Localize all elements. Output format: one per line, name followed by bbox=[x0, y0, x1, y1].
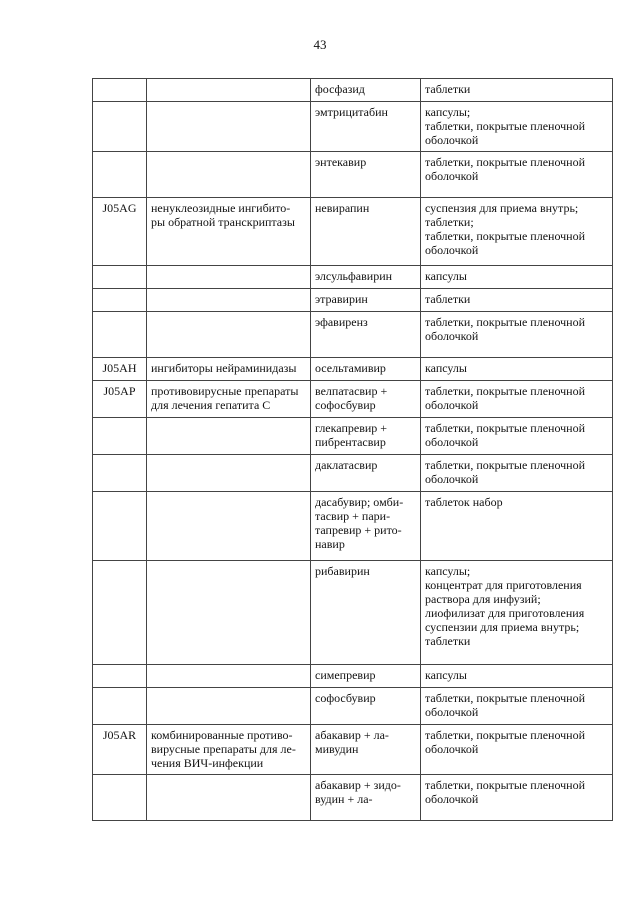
forms-line: таблетки, покрытые пленочной bbox=[425, 119, 586, 133]
drug-name-cell bbox=[311, 312, 421, 358]
forms-line: оболочкой bbox=[425, 133, 479, 147]
dosage-form-cell bbox=[421, 725, 613, 775]
group-name-cell bbox=[147, 79, 311, 102]
drug-line: невирапин bbox=[315, 201, 370, 215]
table-row bbox=[93, 381, 613, 418]
drug-name-cell bbox=[311, 775, 421, 821]
drug-line: осельтамивир bbox=[315, 361, 386, 375]
dosage-form-cell bbox=[421, 492, 613, 561]
drug-line: абакавир + зидо- bbox=[315, 778, 401, 792]
forms-line: оболочкой bbox=[425, 435, 479, 449]
drug-name-cell bbox=[311, 198, 421, 266]
atc-code-cell bbox=[93, 455, 147, 492]
group-line: ненуклеозидные ингибито- bbox=[151, 201, 291, 215]
table-row bbox=[93, 688, 613, 725]
forms-line: суспензии для приема внутрь; bbox=[425, 620, 580, 634]
group-name-cell bbox=[147, 198, 311, 266]
group-name-cell bbox=[147, 688, 311, 725]
forms-line: оболочкой bbox=[425, 243, 479, 257]
drug-line: эмтрицитабин bbox=[315, 105, 388, 119]
forms-line: оболочкой bbox=[425, 329, 479, 343]
forms-line: капсулы bbox=[425, 668, 467, 682]
drug-name-cell bbox=[311, 688, 421, 725]
table-row bbox=[93, 418, 613, 455]
dosage-form-cell bbox=[421, 688, 613, 725]
table-row bbox=[93, 775, 613, 821]
forms-line: оболочкой bbox=[425, 742, 479, 756]
forms-line: таблетки, покрытые пленочной bbox=[425, 458, 586, 472]
dosage-form-cell bbox=[421, 266, 613, 289]
drug-line: даклатасвир bbox=[315, 458, 378, 472]
group-name-cell bbox=[147, 725, 311, 775]
table-row bbox=[93, 455, 613, 492]
drug-name-cell bbox=[311, 102, 421, 152]
table-body bbox=[93, 79, 613, 821]
drug-line: рибавирин bbox=[315, 564, 370, 578]
group-line: чения ВИЧ-инфекции bbox=[151, 756, 264, 770]
drug-name-cell bbox=[311, 665, 421, 688]
table-row bbox=[93, 289, 613, 312]
forms-line: таблетки bbox=[425, 82, 471, 96]
atc-code-cell bbox=[93, 102, 147, 152]
table-row bbox=[93, 665, 613, 688]
table-row bbox=[93, 492, 613, 561]
dosage-form-cell bbox=[421, 79, 613, 102]
forms-line: капсулы bbox=[425, 361, 467, 375]
table-row bbox=[93, 79, 613, 102]
drug-name-cell bbox=[311, 455, 421, 492]
drug-line: тапревир + рито- bbox=[315, 523, 402, 537]
group-name-cell bbox=[147, 381, 311, 418]
drug-line: дасабувир; омби- bbox=[315, 495, 404, 509]
atc-code-cell bbox=[93, 312, 147, 358]
table-row bbox=[93, 561, 613, 665]
drug-name-cell bbox=[311, 79, 421, 102]
drug-name-cell bbox=[311, 266, 421, 289]
forms-line: таблетки, покрытые пленочной bbox=[425, 229, 586, 243]
drug-line: мивудин bbox=[315, 742, 359, 756]
group-name-cell bbox=[147, 312, 311, 358]
atc-code-cell bbox=[93, 79, 147, 102]
group-line: для лечения гепатита С bbox=[151, 398, 271, 412]
forms-line: капсулы; bbox=[425, 564, 471, 578]
forms-line: раствора для инфузий; bbox=[425, 592, 541, 606]
table-row bbox=[93, 102, 613, 152]
drug-name-cell bbox=[311, 418, 421, 455]
dosage-form-cell bbox=[421, 561, 613, 665]
forms-line: таблетки bbox=[425, 292, 471, 306]
dosage-form-cell bbox=[421, 358, 613, 381]
group-line: вирусные препараты для ле- bbox=[151, 742, 296, 756]
drug-line: софосбувир bbox=[315, 398, 376, 412]
dosage-form-cell bbox=[421, 312, 613, 358]
atc-code-cell bbox=[93, 688, 147, 725]
group-name-cell bbox=[147, 775, 311, 821]
drug-table bbox=[92, 78, 613, 821]
drug-line: этравирин bbox=[315, 292, 368, 306]
forms-line: таблетки, покрытые пленочной bbox=[425, 384, 586, 398]
drug-line: тасвир + пари- bbox=[315, 509, 391, 523]
drug-line: велпатасвир + bbox=[315, 384, 388, 398]
drug-name-cell bbox=[311, 381, 421, 418]
drug-line: симепревир bbox=[315, 668, 376, 682]
group-name-cell bbox=[147, 152, 311, 198]
atc-code-cell: J05AR bbox=[93, 725, 147, 775]
group-line: ры обратной транскриптазы bbox=[151, 215, 295, 229]
atc-code-cell bbox=[93, 289, 147, 312]
table-row bbox=[93, 266, 613, 289]
group-name-cell bbox=[147, 492, 311, 561]
forms-line: суспензия для приема внутрь; bbox=[425, 201, 579, 215]
forms-line: таблетки, покрытые пленочной bbox=[425, 728, 586, 742]
drug-name-cell bbox=[311, 289, 421, 312]
forms-line: таблетки; bbox=[425, 215, 474, 229]
drug-line: элсульфавирин bbox=[315, 269, 393, 283]
forms-line: таблетки, покрытые пленочной bbox=[425, 421, 586, 435]
dosage-form-cell bbox=[421, 455, 613, 492]
drug-line: вудин + ла- bbox=[315, 792, 373, 806]
drug-name-cell bbox=[311, 725, 421, 775]
atc-code-cell bbox=[93, 775, 147, 821]
drug-name-cell bbox=[311, 152, 421, 198]
group-name-cell bbox=[147, 455, 311, 492]
forms-line: таблетки, покрытые пленочной bbox=[425, 315, 586, 329]
dosage-form-cell bbox=[421, 152, 613, 198]
group-name-cell bbox=[147, 561, 311, 665]
atc-code-cell bbox=[93, 665, 147, 688]
group-line: ингибиторы нейраминидазы bbox=[151, 361, 297, 375]
forms-line: таблетки, покрытые пленочной bbox=[425, 155, 586, 169]
forms-line: оболочкой bbox=[425, 472, 479, 486]
group-name-cell bbox=[147, 289, 311, 312]
forms-line: концентрат для приготовления bbox=[425, 578, 582, 592]
forms-line: оболочкой bbox=[425, 792, 479, 806]
dosage-form-cell bbox=[421, 775, 613, 821]
atc-code-cell: J05AH bbox=[93, 358, 147, 381]
forms-line: лиофилизат для приготовления bbox=[425, 606, 585, 620]
table-row bbox=[93, 152, 613, 198]
page-number: 43 bbox=[313, 37, 327, 52]
group-name-cell bbox=[147, 418, 311, 455]
drug-line: глекапревир + bbox=[315, 421, 388, 435]
dosage-form-cell bbox=[421, 198, 613, 266]
drug-name-cell bbox=[311, 492, 421, 561]
forms-line: оболочкой bbox=[425, 705, 479, 719]
drug-line: абакавир + ла- bbox=[315, 728, 389, 742]
atc-code-cell bbox=[93, 561, 147, 665]
atc-code-cell bbox=[93, 152, 147, 198]
table-row bbox=[93, 358, 613, 381]
table-row bbox=[93, 312, 613, 358]
forms-line: капсулы; bbox=[425, 105, 471, 119]
group-name-cell bbox=[147, 358, 311, 381]
group-line: комбинированные противо- bbox=[151, 728, 293, 742]
atc-code-cell bbox=[93, 266, 147, 289]
group-line: противовирусные препараты bbox=[151, 384, 299, 398]
drug-line: энтекавир bbox=[315, 155, 367, 169]
group-name-cell bbox=[147, 665, 311, 688]
dosage-form-cell bbox=[421, 289, 613, 312]
forms-line: таблетки, покрытые пленочной bbox=[425, 691, 586, 705]
forms-line: капсулы bbox=[425, 269, 467, 283]
forms-line: оболочкой bbox=[425, 169, 479, 183]
group-name-cell bbox=[147, 266, 311, 289]
dosage-form-cell bbox=[421, 665, 613, 688]
group-name-cell bbox=[147, 102, 311, 152]
forms-line: таблетки bbox=[425, 634, 471, 648]
drug-line: софосбувир bbox=[315, 691, 376, 705]
dosage-form-cell bbox=[421, 381, 613, 418]
atc-code-cell bbox=[93, 418, 147, 455]
drug-line: фосфазид bbox=[315, 82, 365, 96]
atc-code-cell bbox=[93, 492, 147, 561]
atc-code-cell: J05AP bbox=[93, 381, 147, 418]
drug-line: эфавиренз bbox=[315, 315, 368, 329]
dosage-form-cell bbox=[421, 418, 613, 455]
table-row bbox=[93, 725, 613, 775]
forms-line: оболочкой bbox=[425, 398, 479, 412]
table-row bbox=[93, 198, 613, 266]
drug-name-cell bbox=[311, 358, 421, 381]
forms-line: таблетки, покрытые пленочной bbox=[425, 778, 586, 792]
drug-line: пибрентасвир bbox=[315, 435, 386, 449]
atc-code-cell: J05AG bbox=[93, 198, 147, 266]
forms-line: таблеток набор bbox=[425, 495, 503, 509]
drug-name-cell bbox=[311, 561, 421, 665]
drug-line: навир bbox=[315, 537, 345, 551]
dosage-form-cell bbox=[421, 102, 613, 152]
